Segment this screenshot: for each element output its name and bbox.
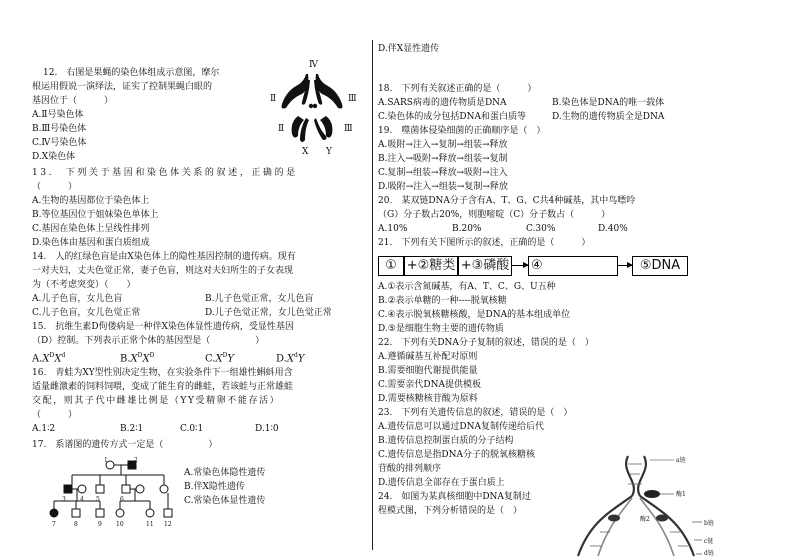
dna-replication-diagram [570,452,720,558]
chromosome-label-ii: Ⅱ [270,94,277,104]
option-b: B.儿子色觉正常，女儿色盲 [205,294,314,304]
chain-box-phosphate: +③磷酸 [458,256,512,276]
question-text: （ ） [32,410,78,420]
question-text: 12. 右图是果蝇的染色体组成示意图，摩尔 [43,68,220,78]
genotype-base: Y [227,353,235,365]
option-c: C.30% [526,224,556,234]
option-letter: C. [205,353,216,365]
question-text: 17. 系谱图的遗传方式一定是（ ） [32,440,218,450]
option-c-continued: 苷酸的排列顺序 [378,464,442,474]
genotype-base: X [286,353,294,365]
option-d: D.遗传信息全部存在于蛋白质上 [378,478,505,488]
option-a: A.遗传信息可以通过DNA复制传递给后代 [378,422,544,432]
option-c: C.④表示脱氧核糖核酸，是DNA的基本组成单位 [378,310,571,320]
chain-arrow [618,265,632,266]
chromosome-label-iii: Ⅲ [348,94,357,104]
question-text: 23. 下列有关遗传信息的叙述，错误的是（ ） [378,408,573,418]
question-text: 程模式图，下列分析错误的是（ ） [378,506,523,516]
question-text: 基因位于（ ） [32,96,114,106]
option-b: B.2∶1 [120,424,144,434]
genotype-base: X [215,353,223,365]
option-d: D.染色体由基因和蛋白质组成 [32,238,150,248]
option-c: C.常染色体显性遗传 [184,496,266,506]
question-text: 20. 某双链DNA分子含有A、T、G、C共4种碱基，其中鸟嘌呤 [378,196,636,206]
allele: D [137,352,143,359]
option-d [276,350,304,364]
question-text: 根运用假说一演绎法，证实了控制果蝇白眼的 [32,82,213,92]
option-b: B.注入→吸附→释放→组装→复制 [378,154,508,164]
pedigree-number: 1 [104,457,108,464]
option-a: A.SARS病毒的遗传物质是DNA [378,98,507,108]
option-c: C.遗传信息是指DNA分子的脱氧核糖核 [378,450,536,460]
option-b: B.等位基因位于姐妹染色单体上 [32,210,159,220]
chromosome-label-iii-lower: Ⅲ [344,124,353,134]
pedigree-number: 7 [52,521,56,528]
chromosome-label-iv: Ⅳ [309,60,318,70]
column-divider [372,40,373,550]
chromosome-label-x: X [302,147,309,157]
option-b [120,350,154,364]
option-a: A.生物的基因都位于染色体上 [32,196,150,206]
option-c: C.儿子色盲，女儿色觉正常 [32,308,141,318]
option-c: C.0∶1 [180,424,204,434]
pedigree-number: 10 [116,521,124,528]
question-text: 22. 下列有关DNA分子复制的叙述，错误的是（ ） [378,338,594,348]
genotype-base: Y [297,353,305,365]
diagram-label-b-strand: b链 [704,520,714,527]
option-c: C.Ⅳ号染色体 [32,138,87,148]
option-b: B.20% [452,224,482,234]
allele: D [222,352,228,359]
genotype-base: X [42,353,50,365]
pedigree-number: 8 [74,521,78,528]
question-text: 适量雌激素的饲料饲喂，变成了能生育的雌蛙，若该蛙与正常雄蛙 [32,382,294,392]
option-d: D.需要核糖核苷酸为原料 [378,394,478,404]
option-letter: B. [120,353,131,365]
option-b: B.伴X隐性遗传 [184,482,245,492]
question-text: （ ） [32,182,78,192]
option-a: A.Ⅱ号染色体 [32,110,84,120]
dna-composition-diagram [378,256,708,280]
pedigree-chart [40,455,180,530]
chromosome-label-y: Y [326,147,332,157]
fly-chromosome-figure [268,60,358,160]
option-d: D.儿子色觉正常，女儿色觉正常 [205,308,332,318]
allele: d [293,352,298,359]
option-letter: A. [32,353,43,365]
option-b: B.Ⅲ号染色体 [32,124,87,134]
genotype-base: X [54,353,62,365]
option-a: A.1∶2 [32,424,56,434]
option-a: A.①表示含氮碱基，有A、T、C、G、U五种 [378,282,556,292]
option-c: C.复制→组装→释放→吸附→注入 [378,168,508,178]
option-a: A.儿子色盲，女儿色盲 [32,294,123,304]
diagram-label-d-strand: d链 [704,550,714,557]
option-a: A.吸附→注入→复制→组装→释放 [378,140,508,150]
pedigree-number: 6 [120,496,124,503]
pedigree-number: 5 [96,496,100,503]
allele: d [61,352,66,359]
chromosome-label-ii-lower: Ⅱ [278,124,285,134]
question-text: 15. 抗维生素D佝偻病是一种伴X染色体显性遗传病，受显性基因 [32,322,294,332]
option-c: C.需要亲代DNA提供模板 [378,380,482,390]
pedigree-number: 9 [98,521,102,528]
pedigree-number: 2 [134,457,138,464]
question-text: 24. 如图为某真核细胞中DNA复制过 [378,492,531,502]
genotype-base: X [142,353,150,365]
question-text: 16. 青蛙为XY型性别决定生物，在实验条件下一组雄性蝌蚪用含 [32,368,293,378]
option-b: B.染色体是DNA的唯一载体 [552,98,665,108]
option-d: D.40% [598,224,628,234]
option-d: D.吸附→注入→组装→复制→释放 [378,182,508,192]
option-c: C.基因在染色体上呈线性排列 [32,224,150,234]
question-text: 21. 下列有关下图所示的叙述，正确的是（ ） [378,238,591,248]
allele: D [149,352,155,359]
question-text: 一对夫妇，丈夫色觉正常，妻子色盲，则这对夫妇所生的子女表现 [32,266,294,276]
genotype-base: X [130,353,138,365]
option-d: D.X染色体 [32,152,76,162]
chain-box-4: ④ [528,256,618,276]
option-b: B.需要细胞代谢提供能量 [378,366,478,376]
question-text: 交配，则其子代中雌雄比例是（YY受精卵不能存活） [32,396,281,406]
option-d: D.⑤是细胞生物主要的遗传物质 [378,324,504,334]
option-a: A.10% [378,224,408,234]
option-c: C.染色体的成分包括DNA和蛋白质等 [378,112,527,122]
option-a: A.常染色体隐性遗传 [184,468,266,478]
pedigree-number: 11 [146,521,154,528]
diagram-label-enzyme2: 酶2 [640,516,650,523]
option-c [205,350,234,364]
question-text: （D）控制。下列表示正常个体的基因型是（ ） [32,336,265,346]
pedigree-number: 4 [80,496,84,503]
allele: D [49,352,55,359]
pedigree-number: 12 [164,521,172,528]
chain-box-1: ① [378,256,404,276]
diagram-label-enzyme1: 酶1 [676,491,686,498]
question-text: 19. 噬菌体侵染细菌的正确顺序是（ ） [378,126,546,136]
option-d: D.生物的遗传物质全是DNA [552,112,665,122]
option-a [32,350,65,364]
option-a: A.遵循碱基互补配对原则 [378,352,478,362]
option-b: B.遗传信息控制蛋白质的分子结构 [378,436,514,446]
diagram-label-a-strand: a链 [676,457,686,464]
option-letter: D. [276,353,287,365]
pedigree-number: 3 [62,496,66,503]
chain-box-dna: ⑤DNA [632,256,688,276]
question-text: （G）分子数占20%，则胞嘧啶（C）分子数占（ ） [378,210,611,220]
option-b: B.②表示单糖的一种----脱氧核糖 [378,296,507,306]
chain-arrow [512,265,528,266]
diagram-label-c-strand: c链 [704,538,714,545]
question-17-option-d: D.伴X显性遗传 [378,44,440,54]
option-d: D.1∶0 [255,424,279,434]
question-text: 18. 下列有关叙述正确的是（ ） [378,84,537,94]
chain-box-sugar: +②糖类 [404,256,458,276]
question-text: 14. 人的红绿色盲是由X染色体上的隐性基因控制的遗传病。现有 [32,252,296,262]
question-text: 为（不考虑突变）（ ） [32,280,136,290]
question-text: 13. 下列关于基因和染色体关系的叙述，正确的是 [32,168,298,178]
